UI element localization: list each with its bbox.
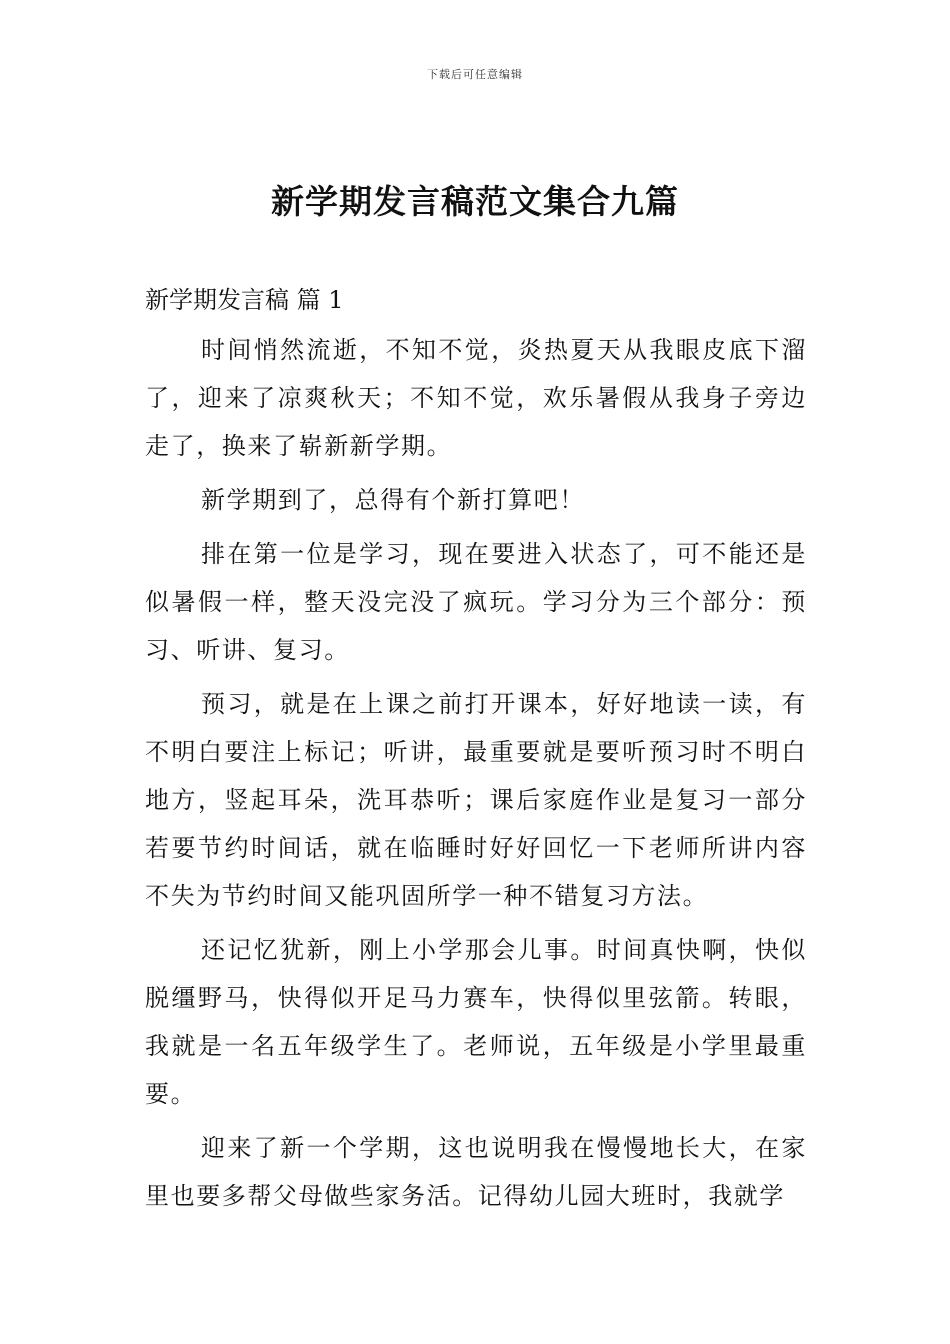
paragraph: 排在第一位是学习，现在要进入状态了，可不能还是似暑假一样，整天没完没了疯玩。学习分为三个部分：预习、听讲、复习。 [145,540,807,664]
document-title: 新学期发言稿范文集合九篇 [271,182,679,221]
header-note: 下载后可任意编辑 [427,68,523,81]
paragraph: 预习，就是在上课之前打开课本，好好地读一读，有不明白要注上标记；听讲，最重要就是要听预习时不明白地方，竖起耳朵，洗耳恭听；课后家庭作业是复习一部分若要节约时间话，就在临睡时好好回忆一下老师所讲内容不失为节约时间又能巩固所学一种不错复习方法。 [145,690,807,910]
paragraph: 迎来了新一个学期，这也说明我在慢慢地长大，在家里也要多帮父母做些家务活。记得幼儿园大班时，我就学 [145,1134,807,1210]
paragraph: 还记忆犹新，刚上小学那会儿事。时间真快啊，快似脱缰野马，快得似开足马力赛车，快得似里弦箭。转眼，我就是一名五年级学生了。老师说，五年级是小学里最重要。 [145,936,807,1108]
paragraph: 时间悄然流逝，不知不觉，炎热夏天从我眼皮底下溜了，迎来了凉爽秋天；不知不觉，欢乐暑假从我身子旁边走了，换来了崭新新学期。 [145,336,807,460]
document-body [145,280,807,1226]
paragraph: 新学期到了，总得有个新打算吧！ [201,486,585,514]
section-heading: 新学期发言稿 篇 1 [145,286,344,314]
